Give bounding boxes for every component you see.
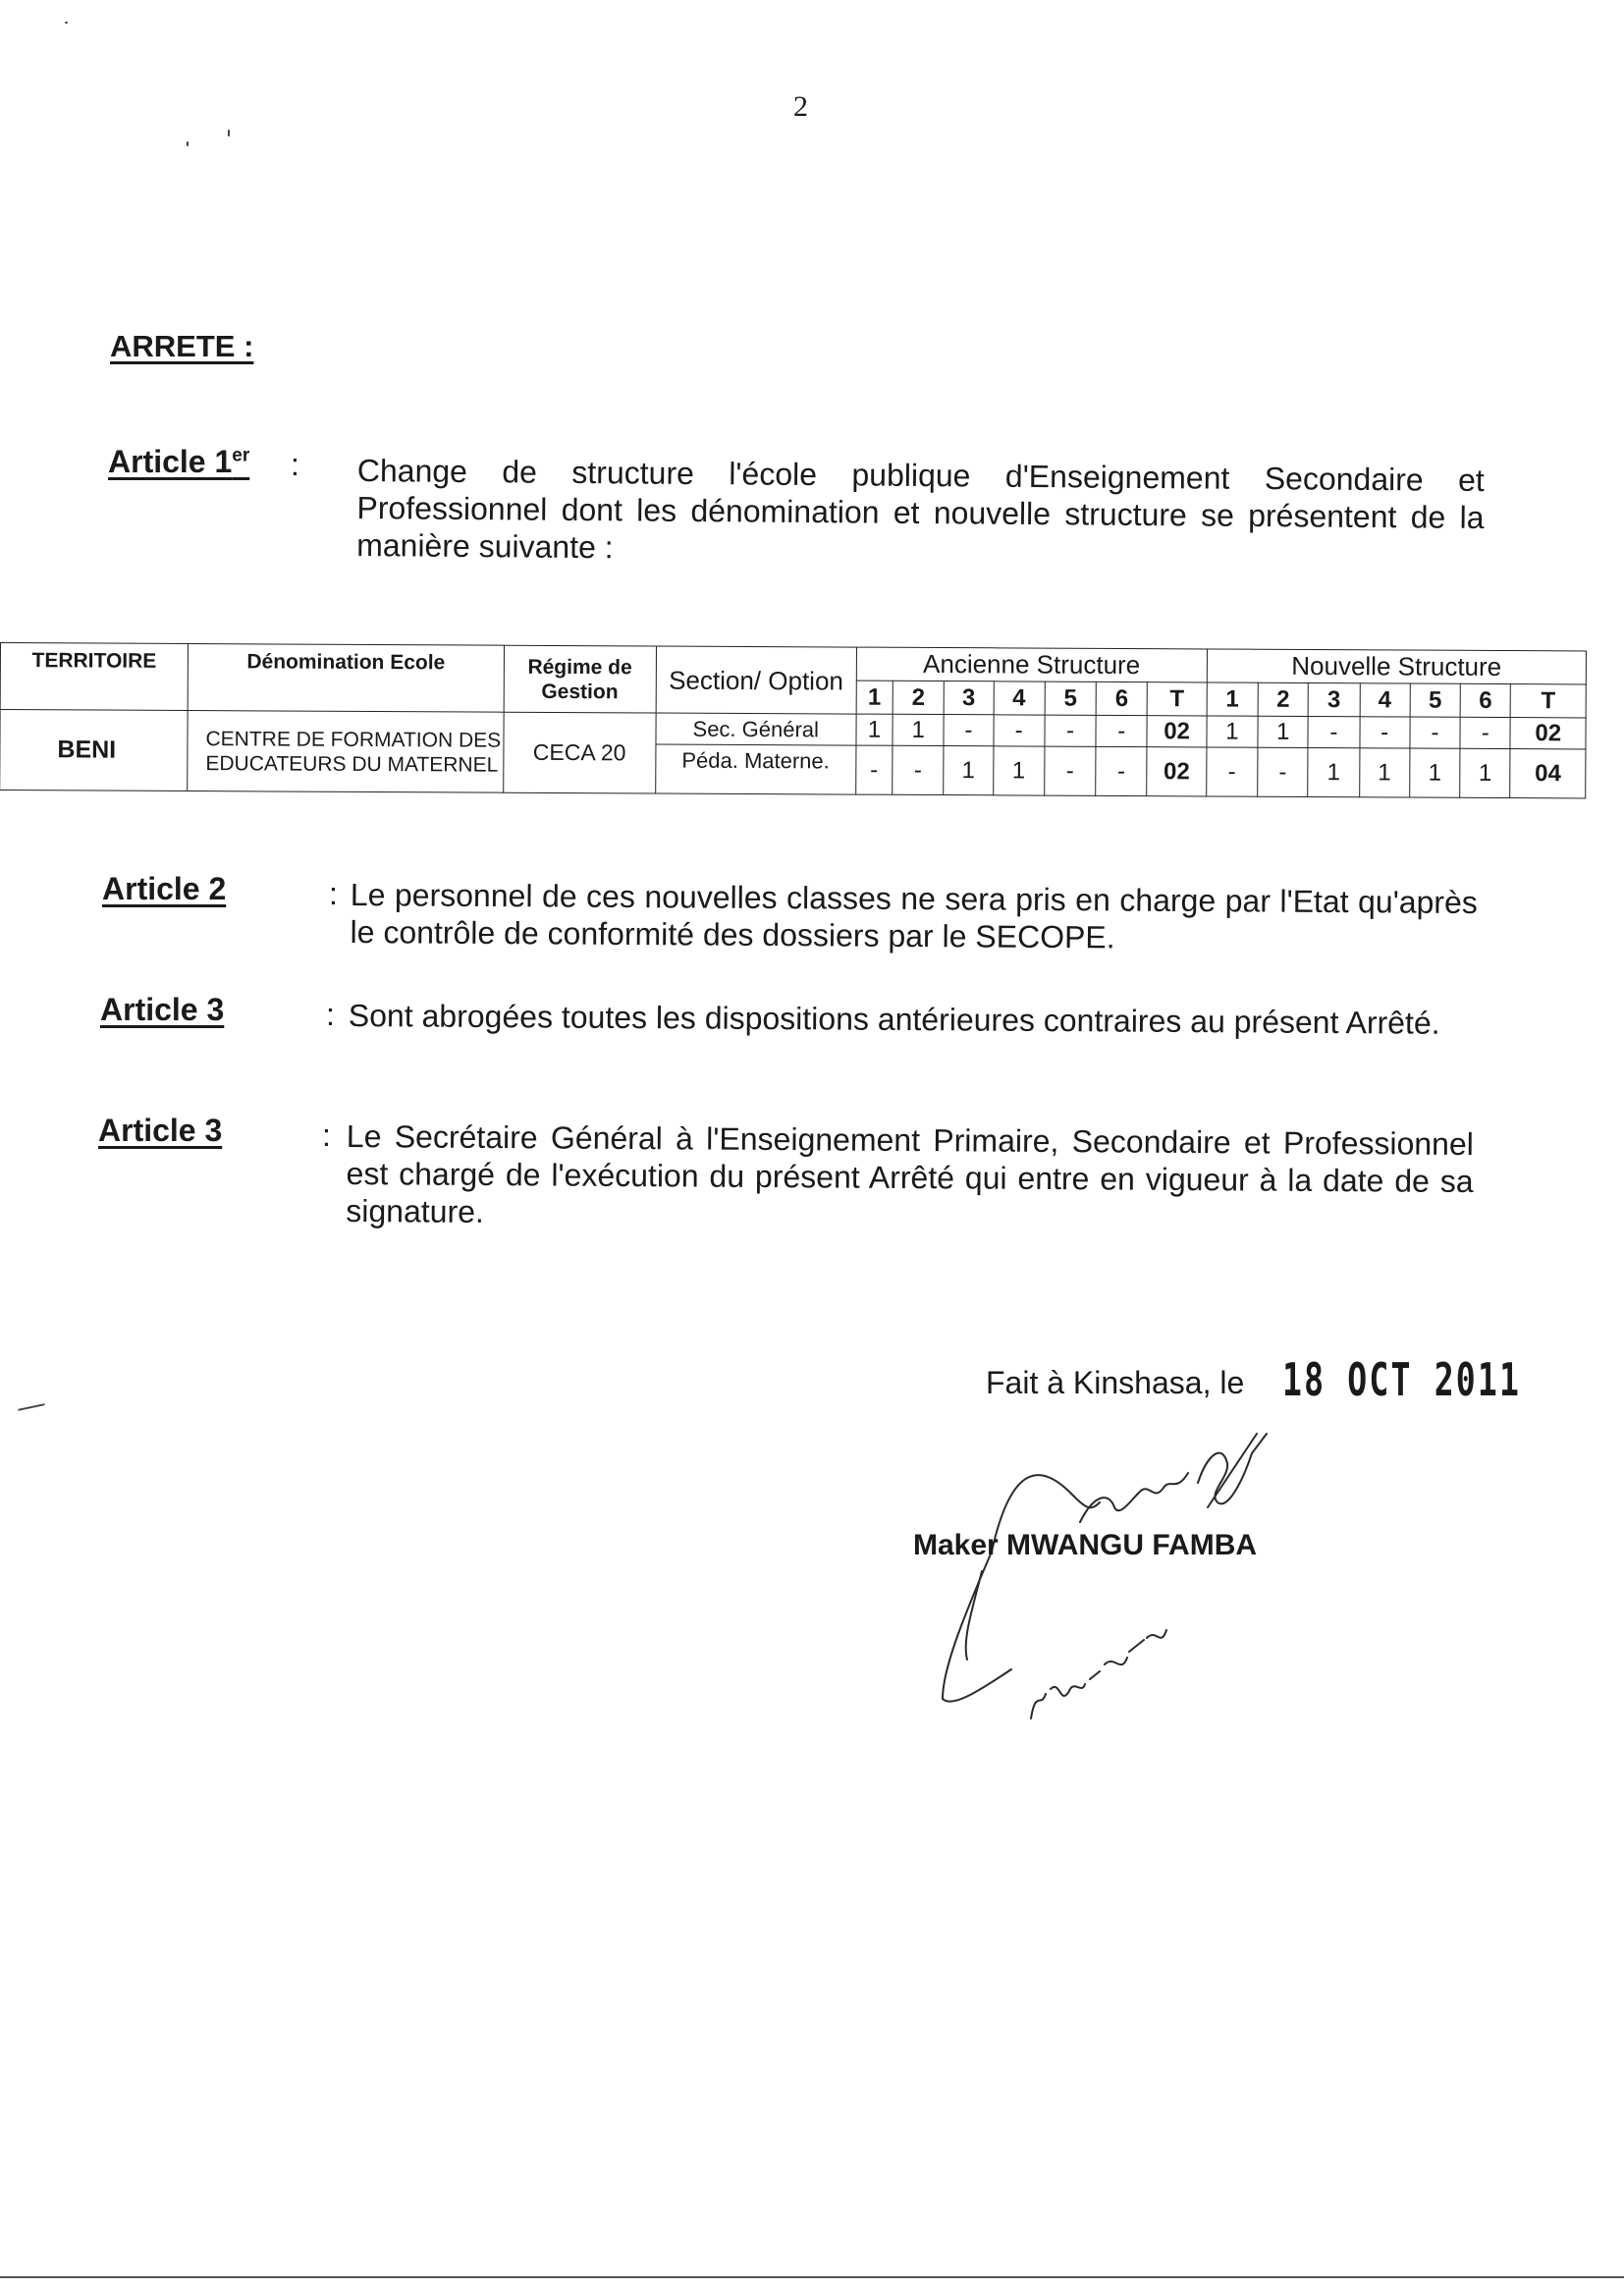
denomination-cell: CENTRE DE FORMATION DES EDUCATEURS DU MATERNEL (188, 711, 504, 793)
article-1-label-text: Article 1 (108, 444, 233, 479)
scan-speck (187, 141, 189, 146)
ancienne-total: 02 (1147, 716, 1206, 747)
ancienne-value: - (893, 745, 945, 794)
nouvelle-year-header: 5 (1410, 683, 1460, 717)
nouvelle-value: - (1206, 747, 1258, 796)
ancienne-value: - (1096, 715, 1147, 746)
ancienne-year-header: 4 (994, 681, 1045, 715)
article-2-body: Le personnel de ces nouvelles classes ne sera pris en charge par l'Etat qu'après le contrôle de conformité des dossiers par le SECOPE. (350, 877, 1478, 955)
article-2-colon: : (329, 876, 338, 911)
signatory-name: Maker MWANGU FAMBA (913, 1529, 1258, 1561)
ancienne-value: - (993, 715, 1044, 746)
nouvelle-value: 1 (1258, 716, 1308, 747)
nouvelle-value: - (1258, 747, 1309, 796)
article-1-colon: : (291, 447, 299, 482)
header-nouvelle-structure: Nouvelle Structure (1207, 649, 1586, 684)
header-section-option: Section/ Option (656, 646, 856, 714)
ancienne-year-header: 2 (893, 681, 944, 714)
article-4-colon: : (322, 1117, 331, 1153)
ancienne-year-header: 6 (1096, 681, 1147, 715)
structure-table (0, 642, 1587, 798)
ancienne-value: - (1045, 715, 1096, 746)
header-territoire: TERRITOIRE (0, 643, 188, 711)
scan-mark (18, 1403, 45, 1411)
handwritten-signature-icon (913, 1394, 1326, 1748)
nouvelle-total: 02 (1510, 718, 1586, 749)
date-stamp: 18 OCT 2011 (1282, 1353, 1522, 1406)
article-1-label-superscript: er (232, 445, 250, 466)
ancienne-year-header: 5 (1045, 681, 1096, 715)
nouvelle-value: - (1308, 716, 1359, 747)
ancienne-year-header: 1 (856, 681, 893, 714)
nouvelle-value: 1 (1207, 716, 1258, 747)
territoire-cell: BENI (0, 710, 188, 791)
article-4-label: Article 3 (98, 1113, 223, 1148)
nouvelle-year-header: 6 (1460, 683, 1510, 717)
header-denomination: Dénomination Ecole (188, 644, 504, 713)
article-1-body: Change de structure l'école publique d'Enseignement Secondaire et Professionnel dont les dénomination et nouvelle structure se présentent de la manière suivante : (356, 452, 1485, 566)
ancienne-value: - (944, 715, 993, 746)
nouvelle-value: 1 (1460, 748, 1511, 797)
nouvelle-year-header: 3 (1308, 682, 1359, 716)
scan-speck (65, 22, 68, 24)
nouvelle-year-header: 4 (1360, 683, 1410, 717)
nouvelle-value: - (1460, 717, 1510, 748)
nouvelle-year-header: 2 (1258, 682, 1308, 716)
ancienne-value: 1 (893, 714, 944, 745)
nouvelle-value: - (1410, 717, 1460, 748)
ancienne-total-header: T (1148, 682, 1208, 716)
place-and-date-label: Fait à Kinshasa, le (986, 1365, 1245, 1400)
nouvelle-value: 1 (1359, 748, 1410, 797)
scan-speck (228, 130, 230, 136)
ancienne-value: - (1096, 746, 1148, 795)
section-cell: Sec. Général (656, 713, 856, 745)
page-bottom-rule (0, 2276, 1624, 2278)
article-3-colon: : (326, 997, 335, 1032)
nouvelle-total: 04 (1510, 749, 1586, 798)
article-3-body: Sont abrogées toutes les dispositions antérieures contraires au présent Arrêté. (348, 998, 1440, 1041)
nouvelle-value: 1 (1410, 748, 1461, 797)
article-4-body: Le Secrétaire Général à l'Enseignement Primaire, Secondaire et Professionnel est chargé de l'exécution du présent Arrêté qui entre en vigueur à la date de sa signature. (346, 1118, 1474, 1229)
nouvelle-value: 1 (1308, 747, 1360, 796)
ancienne-value: 1 (944, 746, 994, 795)
ancienne-value: 1 (856, 714, 893, 745)
header-regime: Régime de Gestion (504, 645, 656, 713)
article-2-label: Article 2 (102, 871, 227, 906)
ancienne-total: 02 (1147, 747, 1207, 796)
ancienne-value: 1 (993, 746, 1045, 795)
ancienne-year-header: 3 (944, 681, 993, 715)
header-ancienne-structure: Ancienne Structure (856, 647, 1207, 682)
section-cell: Péda. Materne. (655, 744, 855, 794)
nouvelle-value: - (1360, 717, 1410, 748)
page-number: 2 (793, 90, 808, 123)
decree-heading: ARRETE : (110, 329, 254, 363)
nouvelle-year-header: 1 (1207, 682, 1258, 716)
ancienne-value: - (855, 745, 892, 794)
regime-cell: CECA 20 (504, 712, 656, 793)
nouvelle-total-header: T (1511, 684, 1587, 718)
ancienne-value: - (1045, 746, 1097, 795)
article-1-label (108, 444, 249, 480)
article-3-label: Article 3 (100, 992, 225, 1027)
